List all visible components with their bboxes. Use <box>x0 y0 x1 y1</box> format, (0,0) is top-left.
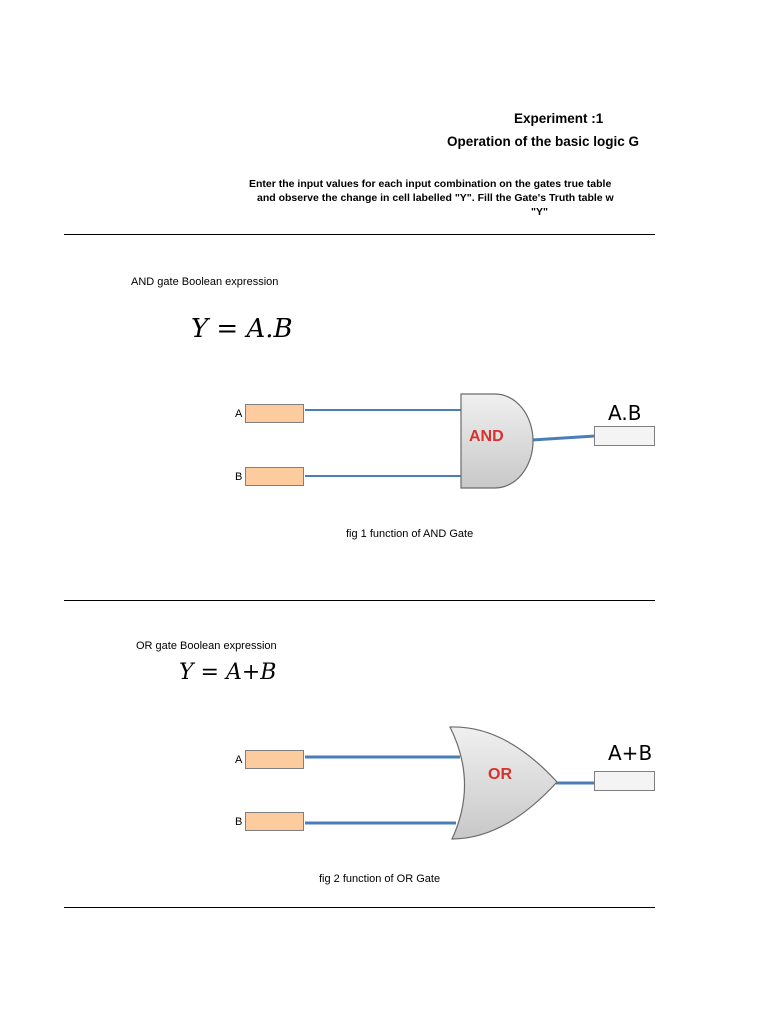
or-caption: fig 2 function of OR Gate <box>319 873 441 885</box>
and-expression: Y = A.B <box>191 314 293 344</box>
or-input-a-label: A <box>235 754 243 766</box>
divider-bottom <box>64 907 655 908</box>
experiment-title: Experiment :1 <box>514 111 604 126</box>
and-caption: fig 1 function of AND Gate <box>346 528 474 540</box>
or-heading: OR gate Boolean expression <box>136 640 277 652</box>
or-output-expression: A+B <box>608 741 653 765</box>
and-input-a-label: A <box>235 408 243 420</box>
and-output-expression: A.B <box>608 401 642 425</box>
and-input-b-cell[interactable] <box>245 467 304 486</box>
or-output-cell[interactable] <box>594 771 655 791</box>
experiment-subtitle: Operation of the basic logic G <box>447 134 640 149</box>
instruction-line-2: and observe the change in cell labelled "Y". Fill the Gate's Truth table w <box>257 192 614 204</box>
or-input-b-cell[interactable] <box>245 812 304 831</box>
instruction-line-1: Enter the input values for each input combination on the gates true table <box>249 178 612 190</box>
and-input-a-cell[interactable] <box>245 404 304 423</box>
and-output-cell[interactable] <box>594 426 655 446</box>
and-gate-label: AND <box>469 428 504 445</box>
or-expression: Y = A+B <box>179 660 277 685</box>
divider-middle <box>64 600 655 601</box>
and-input-b-label: B <box>235 471 243 483</box>
instruction-line-3: "Y" <box>531 206 548 218</box>
and-wire-out <box>532 436 595 440</box>
or-input-a-cell[interactable] <box>245 750 304 769</box>
or-gate-label: OR <box>488 766 512 783</box>
and-heading: AND gate Boolean expression <box>131 276 279 288</box>
or-input-b-label: B <box>235 816 243 828</box>
